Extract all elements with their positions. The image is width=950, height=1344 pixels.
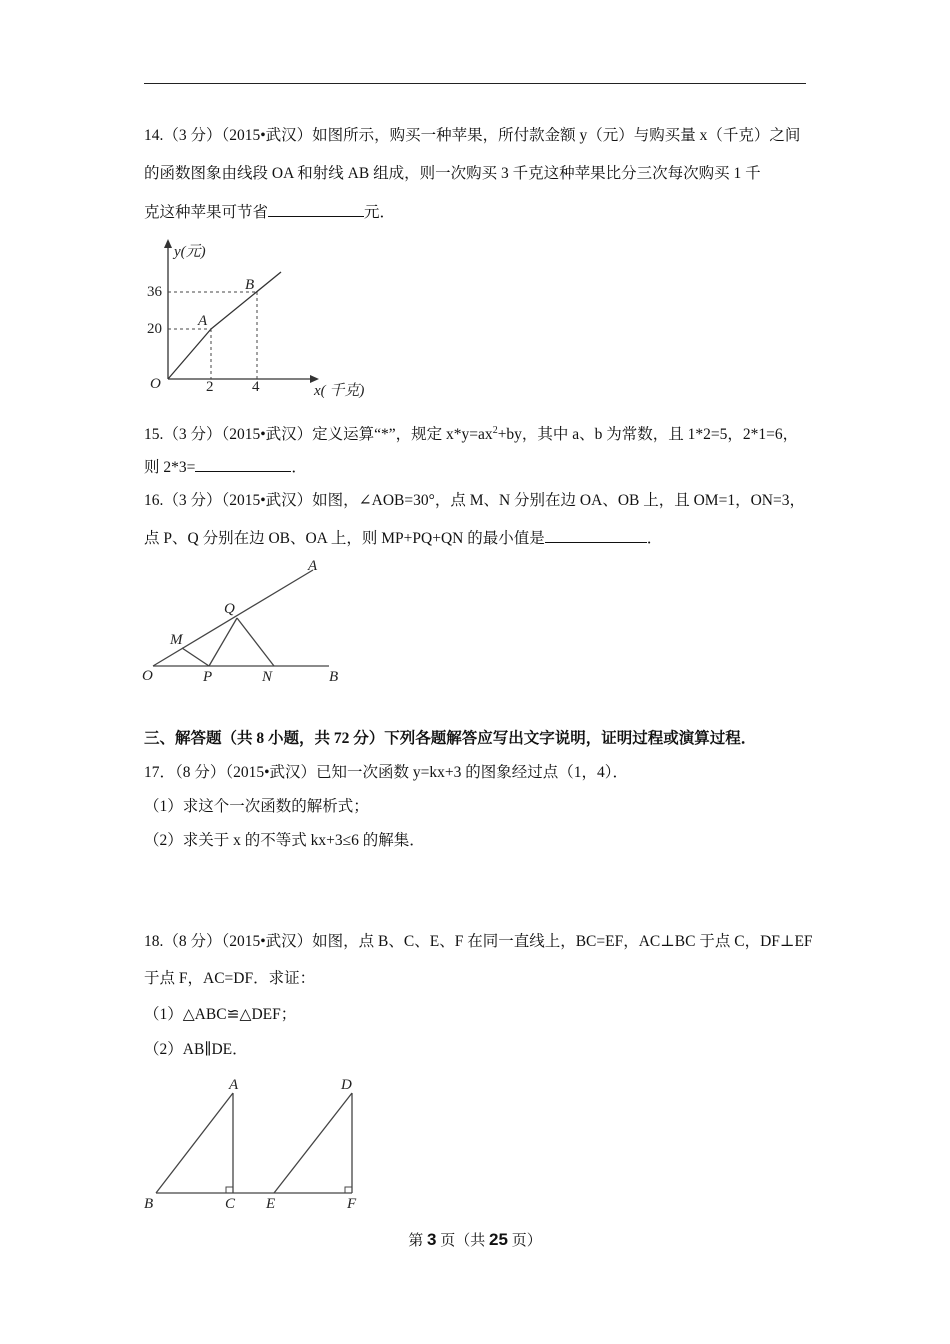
- x-axis-arrow: [310, 375, 319, 383]
- page-number: 3: [427, 1230, 437, 1249]
- point-a-label: A: [198, 313, 208, 329]
- q18-part-2: （2）AB∥DE．: [144, 1041, 248, 1058]
- label-a: A: [308, 558, 318, 574]
- segment-mp: [182, 648, 209, 666]
- q16-line-1: 16.（3 分）（2015•武汉）如图，∠AOB=30°，点 M、N 分别在边 OA、OB 上，且 OM=1，ON=3，: [144, 492, 805, 509]
- footer-text-mid: 页（共: [436, 1233, 490, 1249]
- label-e: E: [266, 1196, 276, 1212]
- ray-oa: [153, 570, 313, 666]
- q18-line-1: 18.（8 分）（2015•武汉）如图，点 B、C、E、F 在同一直线上，BC=EF，AC⊥BC 于点 C，DF⊥EF: [144, 933, 813, 950]
- segment-ab: [156, 1093, 233, 1193]
- q17-line-1: 17．（8 分）（2015•武汉）已知一次函数 y=kx+3 的图象经过点（1，4）．: [144, 764, 629, 781]
- q16-answer-blank: [545, 528, 647, 543]
- q16-angle-figure: [136, 552, 366, 692]
- footer-text-pre: 第: [408, 1233, 428, 1249]
- q15-line-2: [144, 457, 812, 478]
- q15-exponent: 2: [492, 425, 498, 436]
- point-b-label: B: [245, 277, 255, 293]
- q16-line-2-end: ．: [646, 530, 663, 547]
- label-b: B: [144, 1196, 154, 1212]
- q16-line-2: [144, 528, 812, 549]
- section-3-heading: 三、解答题（共 8 小题，共 72 分）下列各题解答应写出文字说明，证明过程或演算过程．: [144, 730, 757, 747]
- q14-function-graph: [138, 234, 398, 404]
- footer-text-post: 页）: [507, 1233, 542, 1249]
- q14-line-3-text: 克这种苹果可节省: [144, 204, 269, 221]
- q15-line-1: [144, 421, 812, 445]
- right-angle-f: [345, 1187, 352, 1193]
- segment-pq: [209, 618, 237, 666]
- header-rule: [144, 83, 806, 84]
- label-m: M: [170, 632, 183, 648]
- label-d: D: [341, 1077, 352, 1093]
- q15-line-2-end: ．: [291, 459, 307, 476]
- y-axis-arrow: [164, 239, 172, 248]
- q18-triangles-figure: [136, 1072, 376, 1217]
- q14-line-2: 的函数图象由线段 OA 和射线 AB 组成，则一次购买 3 千克这种苹果比分三次每次购买 1 千: [144, 165, 761, 182]
- q14-line-3-unit: 元．: [364, 204, 396, 221]
- label-c: C: [225, 1196, 236, 1212]
- label-a: A: [229, 1077, 239, 1093]
- label-o: O: [142, 668, 153, 684]
- q17-part-1: （1）求这个一次函数的解析式；: [144, 798, 369, 815]
- page-footer: [0, 1229, 950, 1250]
- segment-oa: [168, 329, 211, 379]
- q17-part-2: （2）求关于 x 的不等式 kx+3≤6 的解集．: [144, 832, 425, 849]
- label-b: B: [329, 669, 339, 685]
- right-angle-c: [226, 1187, 233, 1193]
- q18-part-1: （1）△ABC≌△DEF；: [144, 1006, 297, 1023]
- tick-y-36: 36: [147, 284, 162, 300]
- q18-line-2: 于点 F，AC=DF．求证：: [144, 970, 316, 987]
- q14-line-3: [144, 202, 812, 223]
- segment-de: [274, 1093, 352, 1193]
- origin-label: O: [150, 376, 161, 392]
- q14-line-1: 14.（3 分）（2015•武汉）如图所示，购买一种苹果，所付款金额 y（元）与购买量 x（千克）之间: [144, 127, 801, 144]
- q15-line-2-text: 则 2*3=: [144, 459, 196, 476]
- tick-y-20: 20: [147, 321, 162, 337]
- q16-line-2-text: 点 P、Q 分别在边 OB、OA 上，则 MP+PQ+QN 的最小值是: [144, 530, 545, 547]
- page-total: 25: [489, 1230, 508, 1249]
- label-f: F: [347, 1196, 357, 1212]
- label-q: Q: [224, 601, 235, 617]
- y-axis-label: y(元): [174, 244, 206, 260]
- q15-answer-blank: [195, 457, 291, 472]
- label-n: N: [262, 669, 273, 685]
- q14-answer-blank: [268, 202, 364, 217]
- x-axis-label: x( 千克): [314, 383, 365, 399]
- tick-x-2: 2: [206, 379, 214, 395]
- label-p: P: [203, 669, 213, 685]
- q15-text-a: 15.（3 分）（2015•武汉）定义运算“*”，规定 x*y=ax: [144, 426, 493, 444]
- tick-x-4: 4: [252, 379, 260, 395]
- q15-text-b: +by，其中 a、b 为常数，且 1*2=5，2*1=6，: [497, 426, 799, 444]
- segment-qn: [237, 618, 274, 666]
